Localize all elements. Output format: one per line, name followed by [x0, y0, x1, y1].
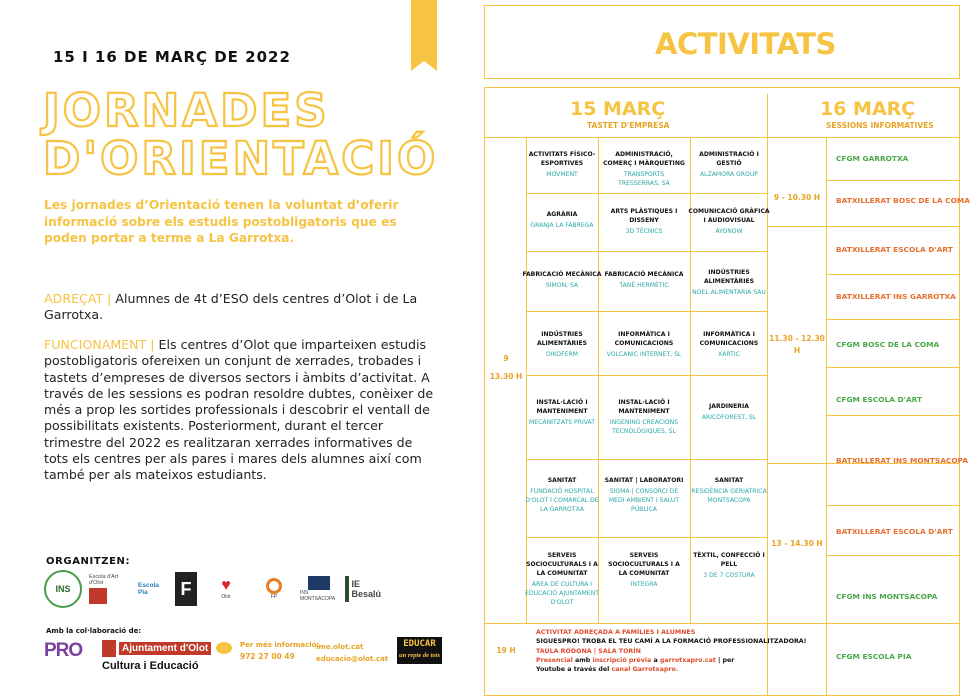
fp-logo: FP [255, 571, 293, 607]
ajuntament-shield-icon [102, 640, 116, 657]
more-info: Per més informació: 972 27 00 49 [240, 641, 320, 661]
day1-title: 15 MARÇ [570, 98, 666, 120]
f-logo: F [175, 572, 197, 606]
activity-cell: INSTAL·LACIÓ I MANTENIMENT INGENING CREACIONS TECNOLÒGIQUES, SL [609, 399, 679, 435]
activity-cell: ADMINISTRACIÓ I GESTIÓ ALZAMORA GROUP [699, 151, 759, 178]
funcionament-section [44, 337, 439, 484]
heart-logo: ♥ Olot [221, 577, 231, 600]
activity-cell: SERVEIS SOCIOCULTURALS I A LA COMUNITAT ÀREA DE CULTURA I EDUCACIÓ AJUNTAMENT D'OLOT [525, 552, 599, 606]
bookmark-ribbon [411, 0, 437, 70]
page-title-line2: D'ORIENTACIÓ [43, 132, 439, 185]
ajuntament-logo: Ajuntament d'Olot Cultura i Educació [102, 640, 211, 672]
link-youtube-channel[interactable]: canal Garrotxapro. [611, 666, 679, 674]
activity-cell: ARTS PLÀSTIQUES I DISSENY 3D TÈCNICS [610, 208, 678, 235]
activity-cell: INFORMÀTICA I COMUNICACIONS XÀRTIC [699, 331, 759, 358]
link-garrotxapro[interactable]: garrotxapro.cat [659, 656, 716, 664]
ins-garrotxa-logo: INS [44, 570, 82, 608]
page-title-line1: JORNADES [43, 84, 330, 137]
session-item: BATXILLERAT ESCOLA D'ART [836, 245, 953, 254]
phone-number: 972 27 00 49 [240, 652, 295, 661]
activity-cell: AGRÀRIA GRANJA LA FÀBREGA [530, 211, 594, 229]
adrecat-label: ADREÇAT | [44, 291, 112, 306]
activity-cell: INDÚSTRIES ALIMENTÀRIES NOEL ALIMENTARIA SAU [692, 269, 766, 296]
activity-cell: COMUNICACIÓ GRÀFICA I AUDIOVISUAL AYONOW [688, 208, 770, 235]
day1-subtitle: TASTET D'EMPRESA [587, 121, 670, 130]
family-activity: ACTIVITAT ADREÇADA A FAMÍLIES I ALUMNES SIGUESPRO! TROBA EL TEU CAMÍ A LA FORMACIÓ PROFESSIONALITZADORA! TAULA RODONA | SALA TORÍN Presencial amb inscripció prèvia a garrotxapro.cat | per Youtube a través del canal Garrotxapro. [536, 629, 807, 674]
organizer-logos [44, 570, 381, 608]
day2-time-2: 11.30 - 12.30 H [769, 334, 825, 355]
session-item: BATXILLERAT ESCOLA D'ART [836, 527, 953, 536]
collaboration-label: Amb la col·laboració de: [46, 627, 142, 635]
session-item: BATXILLERAT INS MONTSACOPA [836, 456, 969, 465]
session-item: CFGM ESCOLA D'ART [836, 395, 923, 404]
activity-cell: FABRICACIÓ MECÀNICA SIMON, SA [522, 271, 602, 289]
organitzen-label: ORGANITZEN: [46, 556, 131, 567]
intro-text: Les jornades d’Orientació tenen la voluntat d’oferir informació sobre els estudis postobligatoris que es poden portar a terme a La Garrotxa. [44, 198, 399, 245]
activitats-title: ACTIVITATS [655, 27, 836, 61]
day2-time-3: 13 - 14.30 H [771, 539, 823, 548]
educar-logo: EDUCAR un repte de tots [397, 637, 442, 664]
session-item: CFGM GARROTXA [836, 154, 909, 163]
funcionament-label: FUNCIONAMENT | [44, 337, 155, 352]
activity-cell: TÈXTIL, CONFECCIÓ I PELL 3 DE 7 COSTURA [693, 552, 765, 579]
session-item: CFGM BOSC DE LA COMA [836, 340, 940, 349]
link-ime[interactable]: ime.olot.cat [316, 643, 364, 651]
activity-cell: ADMINISTRACIÓ, COMERÇ I MÀRQUETING TRANSPORTS TRESSERRAS, SA [603, 151, 685, 187]
activity-cell: FABRICACIÓ MECÀNICA TANÉ HERMÈTIC [604, 271, 684, 289]
activity-cell: SANITAT | LABORATORI SIGMA | CONSORCI DE MEDI AMBIENT I SALUT PÚBLICA [604, 477, 684, 513]
adrecat-text: Alumnes de 4t d’ESO dels centres d’Olot i de La Garrotxa. [44, 291, 418, 323]
activity-cell: INFORMÀTICA I COMUNICACIONS VOLCANIC INTERNET, SL [606, 331, 682, 358]
activity-cell: SERVEIS SOCIOCULTURALS I A LA COMUNITAT INTEGRA [608, 552, 680, 588]
family-time: 19 H [496, 646, 516, 655]
session-item: CFGM ESCOLA PIA [836, 652, 912, 661]
day2-title: 16 MARÇ [820, 98, 916, 120]
activity-cell: ACTIVITATS FÍSICO-ESPORTIVES MOVMENT [528, 151, 596, 178]
escola-art-logo: Escola d'Art d'Olot [89, 571, 131, 607]
info-links [316, 641, 388, 665]
day2-subtitle: SESSIONS INFORMATIVES [826, 121, 934, 130]
activity-cell: JARDINERIA ARICOFOREST, SL [701, 403, 757, 421]
escola-pia-logo: Escola Pia [138, 582, 159, 596]
speech-bubble-icon [216, 642, 232, 654]
session-item: BATXILLERAT INS GARROTXA [836, 292, 956, 301]
day2-time-1: 9 - 10.30 H [773, 193, 821, 202]
adrecat-section [44, 291, 439, 324]
link-email[interactable]: educacio@olot.cat [316, 655, 389, 663]
funcionament-text: Els centres d’Olot que imparteixen estudis postobligatoris ofereixen un conjunt de xerrades, trobades i tastets d’empreses de diversos sectors i àmbits d’activitat. A través de les sessions es podran resoldre dubtes, conèixer de més a prop les sortides professionals i descobrir el ventall de possibilitats existents. Posteriorment, durant el tercer trimestre del 2022 es realitzaran xerrades informatives de tots els centres per als pares i mares dels alumnes així com també per als mateixos estudiants. [44, 337, 434, 483]
ie-besalu-logo: IE Besalú [345, 571, 381, 607]
pro-logo: PRO [44, 640, 83, 661]
day1-time: 9 13.30 H [489, 354, 523, 381]
activity-cell: INDÚSTRIES ALIMENTÀRIES OIKOFERM [536, 331, 588, 358]
session-item: CFGM INS MONTSACOPA [836, 592, 938, 601]
activity-cell: SANITAT FUNDACIÓ HOSPITAL D'OLOT I COMARCAL DE LA GARROTXA [525, 477, 599, 513]
ins-montsacopa-logo: INS MONTSACOPA [300, 571, 338, 607]
activity-cell: SANITAT RESIDÈNCIA GERIÀTRICA MONTSACOPA [691, 477, 767, 504]
session-item: BATXILLERAT BOSC DE LA COMA [836, 196, 970, 205]
event-date: 15 I 16 DE MARÇ DE 2022 [53, 48, 291, 66]
activity-cell: INSTAL·LACIÓ I MANTENIMENT MECANITZATS PRIVAT [529, 399, 595, 426]
